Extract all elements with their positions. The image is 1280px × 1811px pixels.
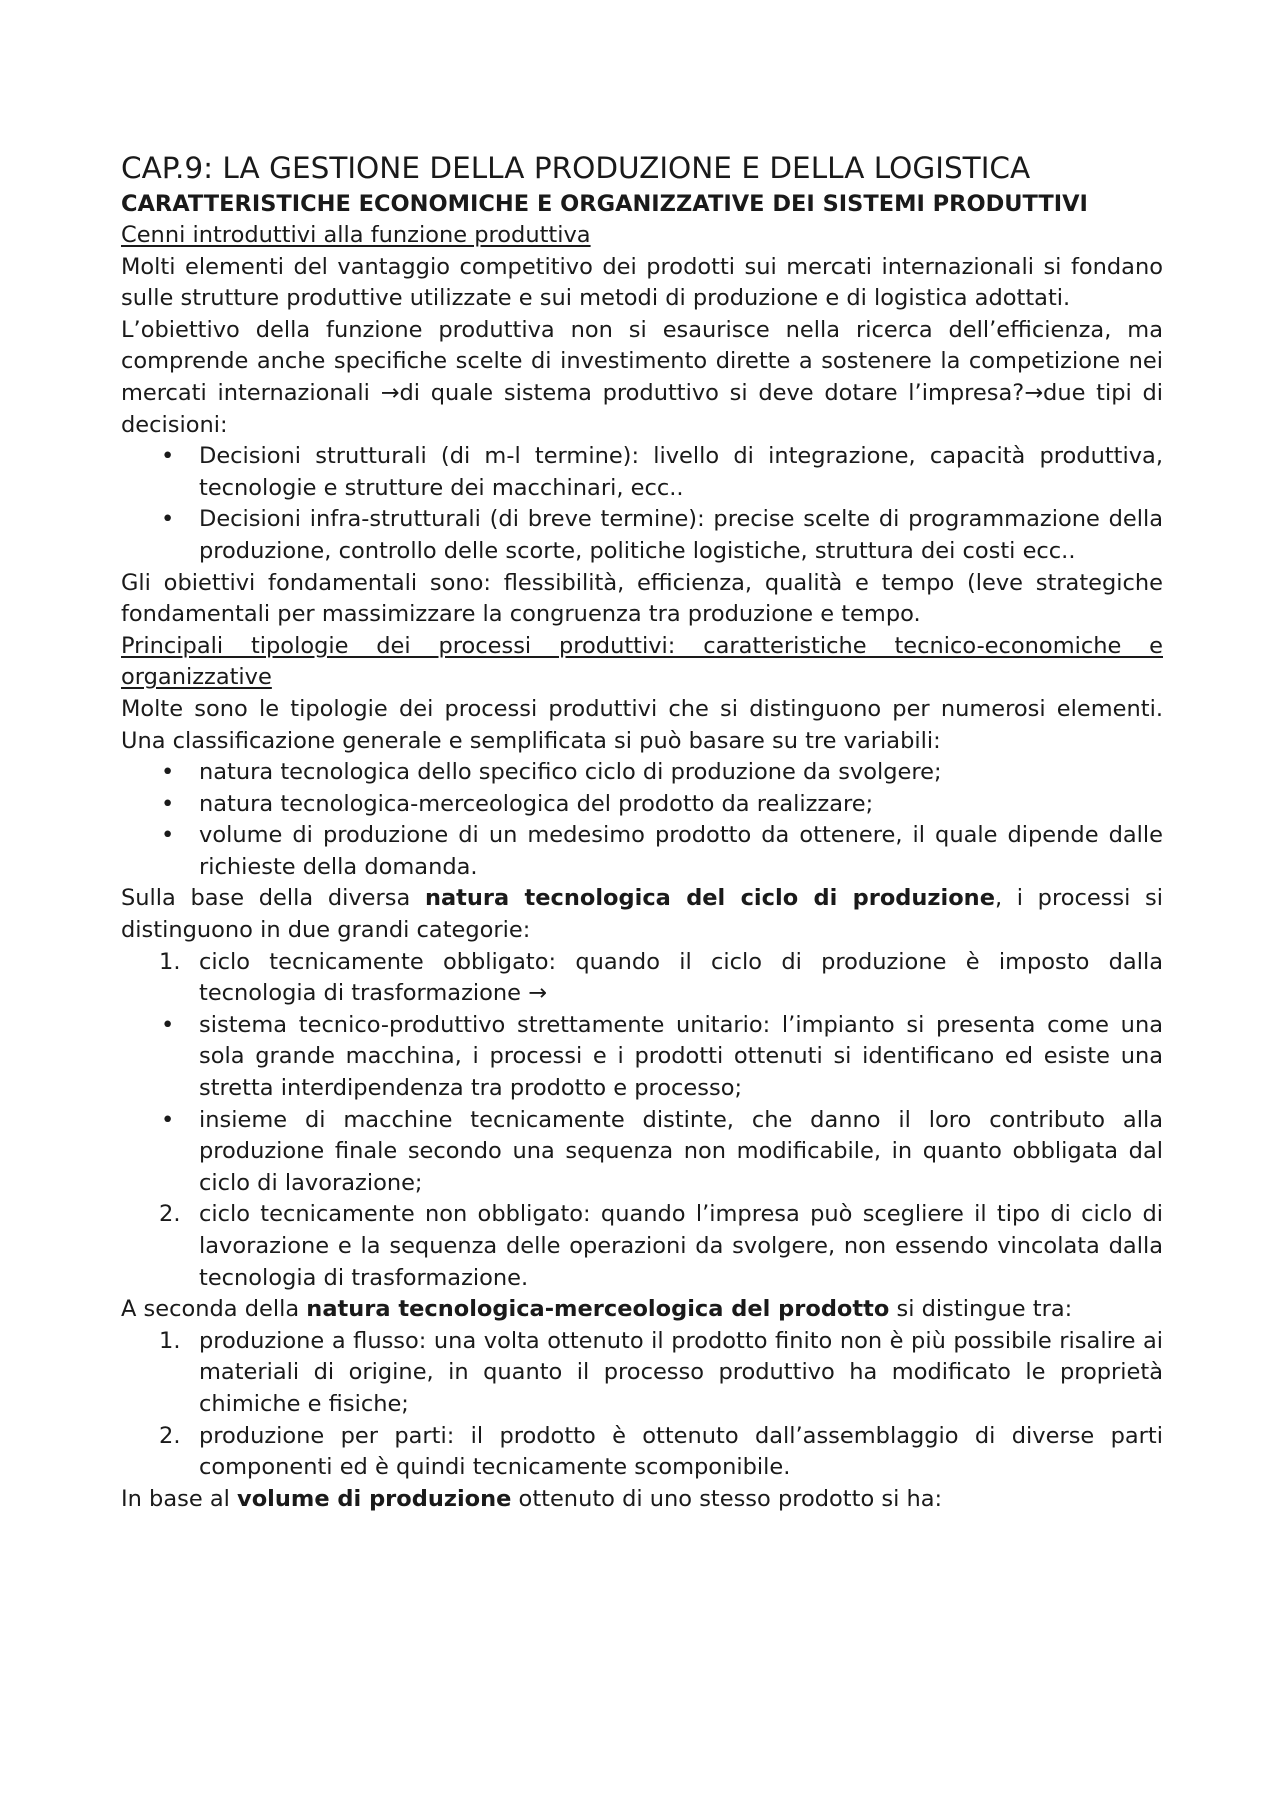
list-item-text: natura tecnologica dello specifico ciclo di produzione da svolgere; xyxy=(199,759,942,786)
product-list xyxy=(121,1326,1163,1484)
list-item xyxy=(121,1010,1163,1105)
list-item xyxy=(121,504,1163,567)
paragraph: Molte sono le tipologie dei processi produttivi che si distinguono per numerosi elementi. Una classificazione generale e semplificata si può basare su tre variabili: xyxy=(121,695,1163,754)
bold-term: volume di produzione xyxy=(237,1485,512,1512)
bullet-icon: • xyxy=(161,443,175,470)
paragraph xyxy=(121,883,1163,946)
bold-term: natura tecnologica-merceologica del prodotto xyxy=(306,1296,890,1323)
bullet-icon: • xyxy=(161,759,175,786)
list-item xyxy=(121,1105,1163,1200)
list-item-text: Decisioni infra-strutturali (di breve termine): precise scelte di programmazione della produzione, controllo delle scorte, politiche logistiche, struttura dei costi ecc.. xyxy=(199,506,1163,564)
list-item xyxy=(121,1421,1163,1484)
bullet-icon: • xyxy=(161,1011,175,1038)
list-item-text: insieme di macchine tecnicamente distinte, che danno il loro contributo alla produzione finale secondo una sequenza non modificabile, in quanto obbligata dal ciclo di lavorazione; xyxy=(199,1106,1163,1196)
list-number: 1. xyxy=(159,948,181,975)
text-run: , i processi si distinguono in due grandi categorie: xyxy=(121,885,1164,944)
list-item-text: produzione per parti: il prodotto è ottenuto dall’assemblaggio di diverse parti componenti ed è quindi tecnicamente scomponibile. xyxy=(199,1422,1163,1481)
list-item-text: produzione a flusso: una volta ottenuto il prodotto finito non è più possibile risalire ai materiali di origine, in quanto il processo produttivo ha modificato le proprietà chimiche e fisiche; xyxy=(199,1327,1163,1417)
bullet-icon: • xyxy=(161,790,175,817)
variables-list xyxy=(121,757,1163,883)
list-item-text: sistema tecnico-produttivo strettamente unitario: l’impianto si presenta come una sola grande macchina, i processi e i prodotti ottenuti si identificano ed esiste una stretta interdipendenza tra prodotto e processo; xyxy=(199,1011,1163,1102)
list-number: 1. xyxy=(159,1327,181,1354)
list-item xyxy=(121,1199,1163,1294)
section-heading-typologies: Principali tipologie dei processi produttivi: caratteristiche tecnico-economiche e organizzative xyxy=(121,632,1163,691)
list-item xyxy=(121,757,1163,789)
list-item-text: natura tecnologica-merceologica del prodotto da realizzare; xyxy=(199,790,874,817)
document-body xyxy=(121,148,1163,1515)
text-run: A seconda della xyxy=(121,1296,307,1323)
bullet-icon: • xyxy=(161,506,175,533)
list-item-text: Decisioni strutturali (di m-l termine): livello di integrazione, capacità produttiva, tecnologie e strutture dei macchinari, ecc.. xyxy=(199,443,1163,501)
bold-term: natura tecnologica del ciclo di produzione xyxy=(424,885,995,912)
list-item-text: ciclo tecnicamente non obbligato: quando l’impresa può scegliere il tipo di ciclo di lavorazione e la sequenza delle operazioni da svolgere, non essendo vincolata dalla tecnologia di trasformazione. xyxy=(199,1201,1163,1291)
bullet-icon: • xyxy=(161,822,175,849)
list-item xyxy=(121,1326,1163,1421)
decisions-list xyxy=(121,441,1163,567)
text-run: ottenuto di uno stesso prodotto si ha: xyxy=(511,1485,943,1512)
list-item-text: volume di produzione di un medesimo prodotto da ottenere, il quale dipende dalle richieste della domanda. xyxy=(199,822,1163,880)
text-run: In base al xyxy=(121,1485,238,1512)
list-item xyxy=(121,820,1163,883)
list-item xyxy=(121,441,1163,504)
chapter-subtitle: CARATTERISTICHE ECONOMICHE E ORGANIZZATIVE DEI SISTEMI PRODUTTIVI xyxy=(121,191,1088,217)
paragraph: Gli obiettivi fondamentali sono: flessibilità, efficienza, qualità e tempo (leve strategiche fondamentali per massimizzare la congruenza tra produzione e tempo. xyxy=(121,569,1163,628)
list-item xyxy=(121,789,1163,821)
paragraph: L’obiettivo della funzione produttiva non si esaurisce nella ricerca dell’efficienza, ma comprende anche specifiche scelte di investimento dirette a sostenere la competizione nei mercati internazionali →di quale sistema produttivo si deve dotare l’impresa?→due tipi di decisioni: xyxy=(121,316,1163,438)
chapter-title: CAP.9: LA GESTIONE DELLA PRODUZIONE E DELLA LOGISTICA xyxy=(121,151,1031,185)
list-item xyxy=(121,947,1163,1010)
text-run: si distingue tra: xyxy=(889,1296,1073,1323)
text-run: Sulla base della diversa xyxy=(121,885,425,912)
paragraph xyxy=(121,1484,1163,1516)
list-number: 2. xyxy=(159,1201,181,1228)
cycle-list xyxy=(121,947,1163,1295)
paragraph: Molti elementi del vantaggio competitivo dei prodotti sui mercati internazionali si fondano sulle strutture produttive utilizzate e sui metodi di produzione e di logistica adottati. xyxy=(121,253,1163,312)
bullet-icon: • xyxy=(161,1106,175,1133)
section-heading-intro: Cenni introduttivi alla funzione produttiva xyxy=(121,222,591,248)
list-number: 2. xyxy=(159,1422,181,1449)
paragraph xyxy=(121,1294,1163,1326)
list-item-text: ciclo tecnicamente obbligato: quando il ciclo di produzione è imposto dalla tecnologia di trasformazione → xyxy=(199,948,1163,1007)
